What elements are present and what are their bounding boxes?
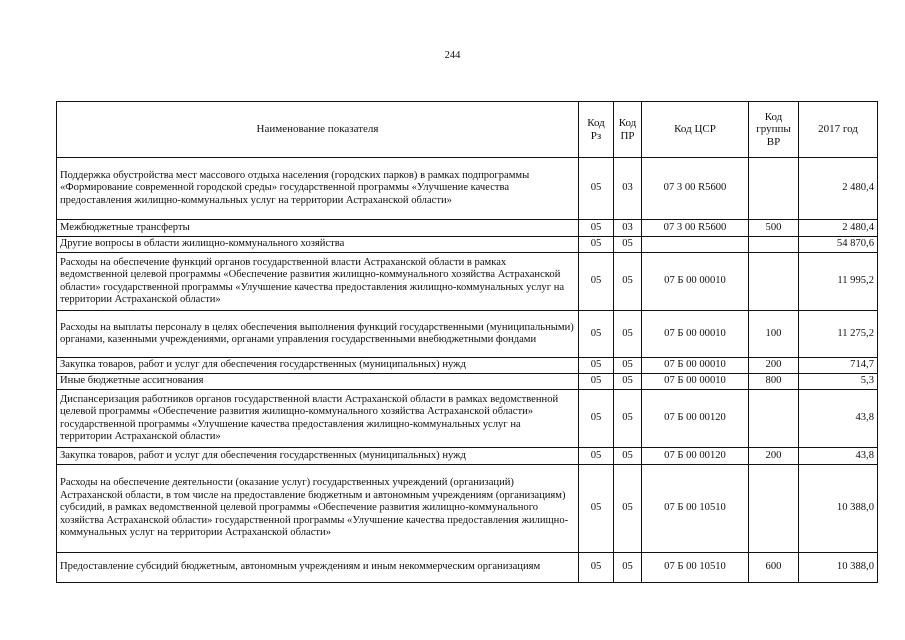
table-row bbox=[57, 390, 878, 448]
row-name: Расходы на выплаты персоналу в целях обеспечения выполнения функций государственными (муниципальными) органами, казенными учреждениями, органами управления государственными внебюджетными фондами bbox=[57, 311, 579, 358]
row-name: Другие вопросы в области жилищно-коммунального хозяйства bbox=[57, 237, 579, 253]
row-rz: 05 bbox=[579, 158, 614, 220]
row-rz: 05 bbox=[579, 465, 614, 553]
row-csr: 07 3 00 R5600 bbox=[642, 158, 749, 220]
row-amount: 10 388,0 bbox=[799, 465, 878, 553]
budget-table bbox=[56, 101, 878, 583]
row-csr: 07 Б 00 00120 bbox=[642, 390, 749, 448]
table-row bbox=[57, 311, 878, 358]
row-name: Иные бюджетные ассигнования bbox=[57, 374, 579, 390]
header-name: Наименование показателя bbox=[57, 102, 579, 158]
row-vr: 800 bbox=[749, 374, 799, 390]
row-pr: 05 bbox=[614, 237, 642, 253]
row-rz: 05 bbox=[579, 311, 614, 358]
row-vr: 500 bbox=[749, 220, 799, 237]
row-amount: 11 275,2 bbox=[799, 311, 878, 358]
table-row bbox=[57, 553, 878, 583]
row-pr: 05 bbox=[614, 374, 642, 390]
row-amount: 2 480,4 bbox=[799, 158, 878, 220]
row-pr: 05 bbox=[614, 358, 642, 374]
row-amount: 5,3 bbox=[799, 374, 878, 390]
table-row bbox=[57, 158, 878, 220]
row-amount: 10 388,0 bbox=[799, 553, 878, 583]
table-row bbox=[57, 253, 878, 311]
row-pr: 03 bbox=[614, 220, 642, 237]
header-csr: Код ЦСР bbox=[642, 102, 749, 158]
row-amount: 43,8 bbox=[799, 390, 878, 448]
row-name: Закупка товаров, работ и услуг для обеспечения государственных (муниципальных) нужд bbox=[57, 358, 579, 374]
header-vr: Код группы ВР bbox=[749, 102, 799, 158]
row-vr bbox=[749, 390, 799, 448]
table-row bbox=[57, 220, 878, 237]
row-csr: 07 Б 00 10510 bbox=[642, 553, 749, 583]
table-row bbox=[57, 237, 878, 253]
row-vr: 200 bbox=[749, 358, 799, 374]
row-vr bbox=[749, 465, 799, 553]
row-amount: 54 870,6 bbox=[799, 237, 878, 253]
row-csr: 07 Б 00 00120 bbox=[642, 448, 749, 465]
row-vr: 100 bbox=[749, 311, 799, 358]
row-rz: 05 bbox=[579, 253, 614, 311]
row-rz: 05 bbox=[579, 448, 614, 465]
row-vr bbox=[749, 237, 799, 253]
table-body bbox=[57, 158, 878, 583]
row-csr: 07 Б 00 00010 bbox=[642, 311, 749, 358]
row-vr: 200 bbox=[749, 448, 799, 465]
row-pr: 05 bbox=[614, 553, 642, 583]
row-pr: 05 bbox=[614, 448, 642, 465]
row-pr: 03 bbox=[614, 158, 642, 220]
header-rz: Код Рз bbox=[579, 102, 614, 158]
row-vr bbox=[749, 253, 799, 311]
row-rz: 05 bbox=[579, 553, 614, 583]
row-amount: 11 995,2 bbox=[799, 253, 878, 311]
row-csr bbox=[642, 237, 749, 253]
row-amount: 714,7 bbox=[799, 358, 878, 374]
table-row bbox=[57, 465, 878, 553]
row-csr: 07 3 00 R5600 bbox=[642, 220, 749, 237]
row-pr: 05 bbox=[614, 311, 642, 358]
row-name: Закупка товаров, работ и услуг для обеспечения государственных (муниципальных) нужд bbox=[57, 448, 579, 465]
row-csr: 07 Б 00 10510 bbox=[642, 465, 749, 553]
header-pr: Код ПР bbox=[614, 102, 642, 158]
row-amount: 2 480,4 bbox=[799, 220, 878, 237]
row-csr: 07 Б 00 00010 bbox=[642, 253, 749, 311]
row-name: Расходы на обеспечение функций органов государственной власти Астраханской области в рамках ведомственной целевой программы «Обеспечение развития жилищно-коммунального хозяйства Астраханской области» государственной программы «Улучшение качества предоставления жилищно-коммунальных услуг на территории Астраханской области» bbox=[57, 253, 579, 311]
row-vr: 600 bbox=[749, 553, 799, 583]
row-rz: 05 bbox=[579, 220, 614, 237]
row-rz: 05 bbox=[579, 237, 614, 253]
table-row bbox=[57, 358, 878, 374]
table-row bbox=[57, 374, 878, 390]
row-pr: 05 bbox=[614, 253, 642, 311]
table-row bbox=[57, 448, 878, 465]
row-pr: 05 bbox=[614, 390, 642, 448]
row-csr: 07 Б 00 00010 bbox=[642, 358, 749, 374]
row-name: Расходы на обеспечение деятельности (оказание услуг) государственных учреждений (организаций) Астраханской области, в том числе на предоставление бюджетным и автономным учреждениям (организациям) субсидий, в рамках ведомственной целевой программы «Обеспечение развития жилищно-коммунального хозяйства Астраханской области» государственной программы «Улучшение качества предоставления жилищно-коммунальных услуг на территории Астраханской области» bbox=[57, 465, 579, 553]
row-csr: 07 Б 00 00010 bbox=[642, 374, 749, 390]
row-vr bbox=[749, 158, 799, 220]
row-rz: 05 bbox=[579, 390, 614, 448]
header-row bbox=[57, 102, 878, 158]
row-rz: 05 bbox=[579, 374, 614, 390]
row-name: Предоставление субсидий бюджетным, автономным учреждениям и иным некоммерческим организациям bbox=[57, 553, 579, 583]
row-amount: 43,8 bbox=[799, 448, 878, 465]
row-name: Межбюджетные трансферты bbox=[57, 220, 579, 237]
row-pr: 05 bbox=[614, 465, 642, 553]
header-year: 2017 год bbox=[799, 102, 878, 158]
row-rz: 05 bbox=[579, 358, 614, 374]
row-name: Поддержка обустройства мест массового отдыха населения (городских парков) в рамках подпрограммы «Формирование современной городской среды» государственной программы «Улучшение качества предоставления жилищно-коммунальных услуг на территории Астраханской области» bbox=[57, 158, 579, 220]
page-number: 244 bbox=[444, 50, 461, 61]
row-name: Диспансеризация работников органов государственной власти Астраханской области в рамках ведомственной целевой программы «Обеспечение развития жилищно-коммунального хозяйства Астраханской области» государственной программы «Улучшение качества предоставления жилищно-коммунальных услуг на территории Астраханской области» bbox=[57, 390, 579, 448]
